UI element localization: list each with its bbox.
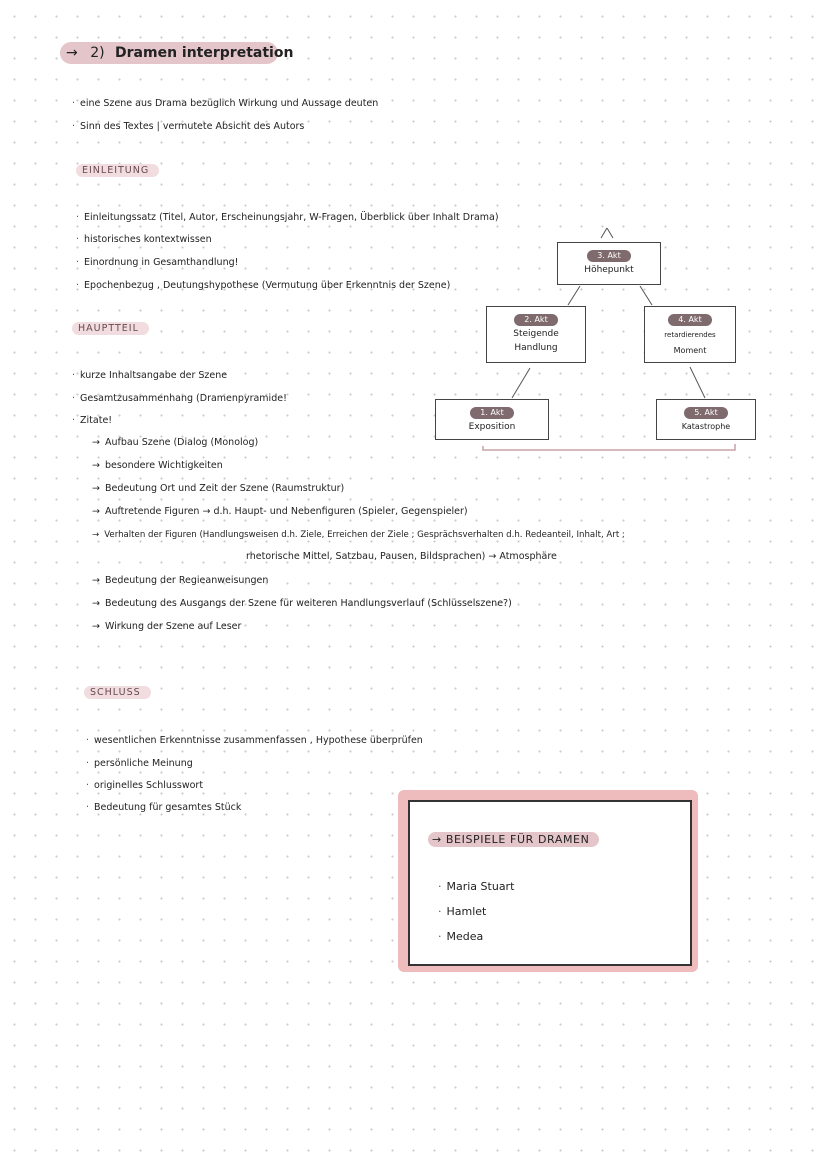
section-label-hauptteil: HAUPTTEIL [72,322,149,335]
einleitung-item: · Epochenbezug , Deutungshypothese (Vermutung über Erkenntnis der Szene) [76,279,450,293]
example-item: · Maria Stuart [438,880,514,894]
akt4-text2: Moment [673,346,707,355]
hauptteil-subitem: → Wirkung der Szene auf Leser [92,620,241,634]
schluss-item: · originelles Schlusswort [86,779,203,793]
einleitung-item: · Einleitungssatz (Titel, Autor, Erscheinungsjahr, W-Fragen, Überblick über Inhalt Drama) [76,211,499,225]
akt5-label: 5. Akt [684,407,727,419]
pyramid-akt5 [656,399,756,440]
akt1-label: 1. Akt [470,407,513,419]
title-text: Dramen interpretation [115,45,294,61]
hauptteil-subitem: → Bedeutung der Regieanweisungen [92,574,268,588]
hauptteil-item: · Zitate! [72,414,112,428]
pyramid-akt1 [435,399,549,440]
akt3-label: 3. Akt [587,250,630,262]
akt5-text: Katastrophe [681,422,731,431]
section-label-schluss: SCHLUSS [84,686,151,699]
title-arrow: → [66,45,78,61]
hauptteil-subitem: → Verhalten der Figuren (Handlungsweisen d.h. Ziele, Erreichen der Ziele ; Gesprächsverhalten d.h. Redeanteil, Inhalt, Art ; [92,528,625,542]
einleitung-item: · Einordnung in Gesamthandlung! [76,256,238,270]
example-item: · Hamlet [438,905,486,919]
akt1-text: Exposition [468,422,516,432]
hauptteil-continuation: rhetorische Mittel, Satzbau, Pausen, Bildsprachen) → Atmosphäre [246,551,557,562]
example-item: · Medea [438,930,483,944]
hauptteil-item: · kurze Inhaltsangabe der Szene [72,369,227,383]
hauptteil-subitem: → besondere Wichtigkeiten [92,459,223,473]
akt3-text: Höhepunkt [584,265,634,275]
schluss-item: · persönliche Meinung [86,757,193,771]
examples-title: → BEISPIELE FÜR DRAMEN [428,832,599,847]
pyramid-akt4 [644,306,736,363]
schluss-item: · Bedeutung für gesamtes Stück [86,801,241,815]
akt4-label: 4. Akt [668,314,711,326]
intro-item: · eine Szene aus Drama bezüglich Wirkung und Aussage deuten [72,97,378,111]
intro-item: · Sinn des Textes | vermutete Absicht des Autors [72,120,304,134]
akt2-text1: Steigende [513,329,559,339]
hauptteil-subitem: → Aufbau Szene (Dialog (Monolog) [92,436,258,450]
akt2-label: 2. Akt [514,314,557,326]
hauptteil-subitem: → Bedeutung des Ausgangs der Szene für weiteren Handlungsverlauf (Schlüsselszene?) [92,597,512,611]
einleitung-item: · historisches kontextwissen [76,233,212,247]
pyramid-akt2 [486,306,586,363]
akt4-text1: retardierendes [664,331,716,339]
section-label-einleitung: EINLEITUNG [76,164,159,177]
pyramid-akt3 [557,242,661,285]
akt2-text2: Handlung [514,343,558,353]
title-number: 2) [90,45,105,61]
hauptteil-subitem: → Bedeutung Ort und Zeit der Szene (Raumstruktur) [92,482,344,496]
hauptteil-subitem: → Auftretende Figuren → d.h. Haupt- und Nebenfiguren (Spieler, Gegenspieler) [92,505,468,519]
hauptteil-item: · Gesamtzusammenhang (Dramenpyramide! [72,392,287,406]
schluss-item: · wesentlichen Erkenntnisse zusammenfassen , Hypothese überprüfen [86,734,423,748]
